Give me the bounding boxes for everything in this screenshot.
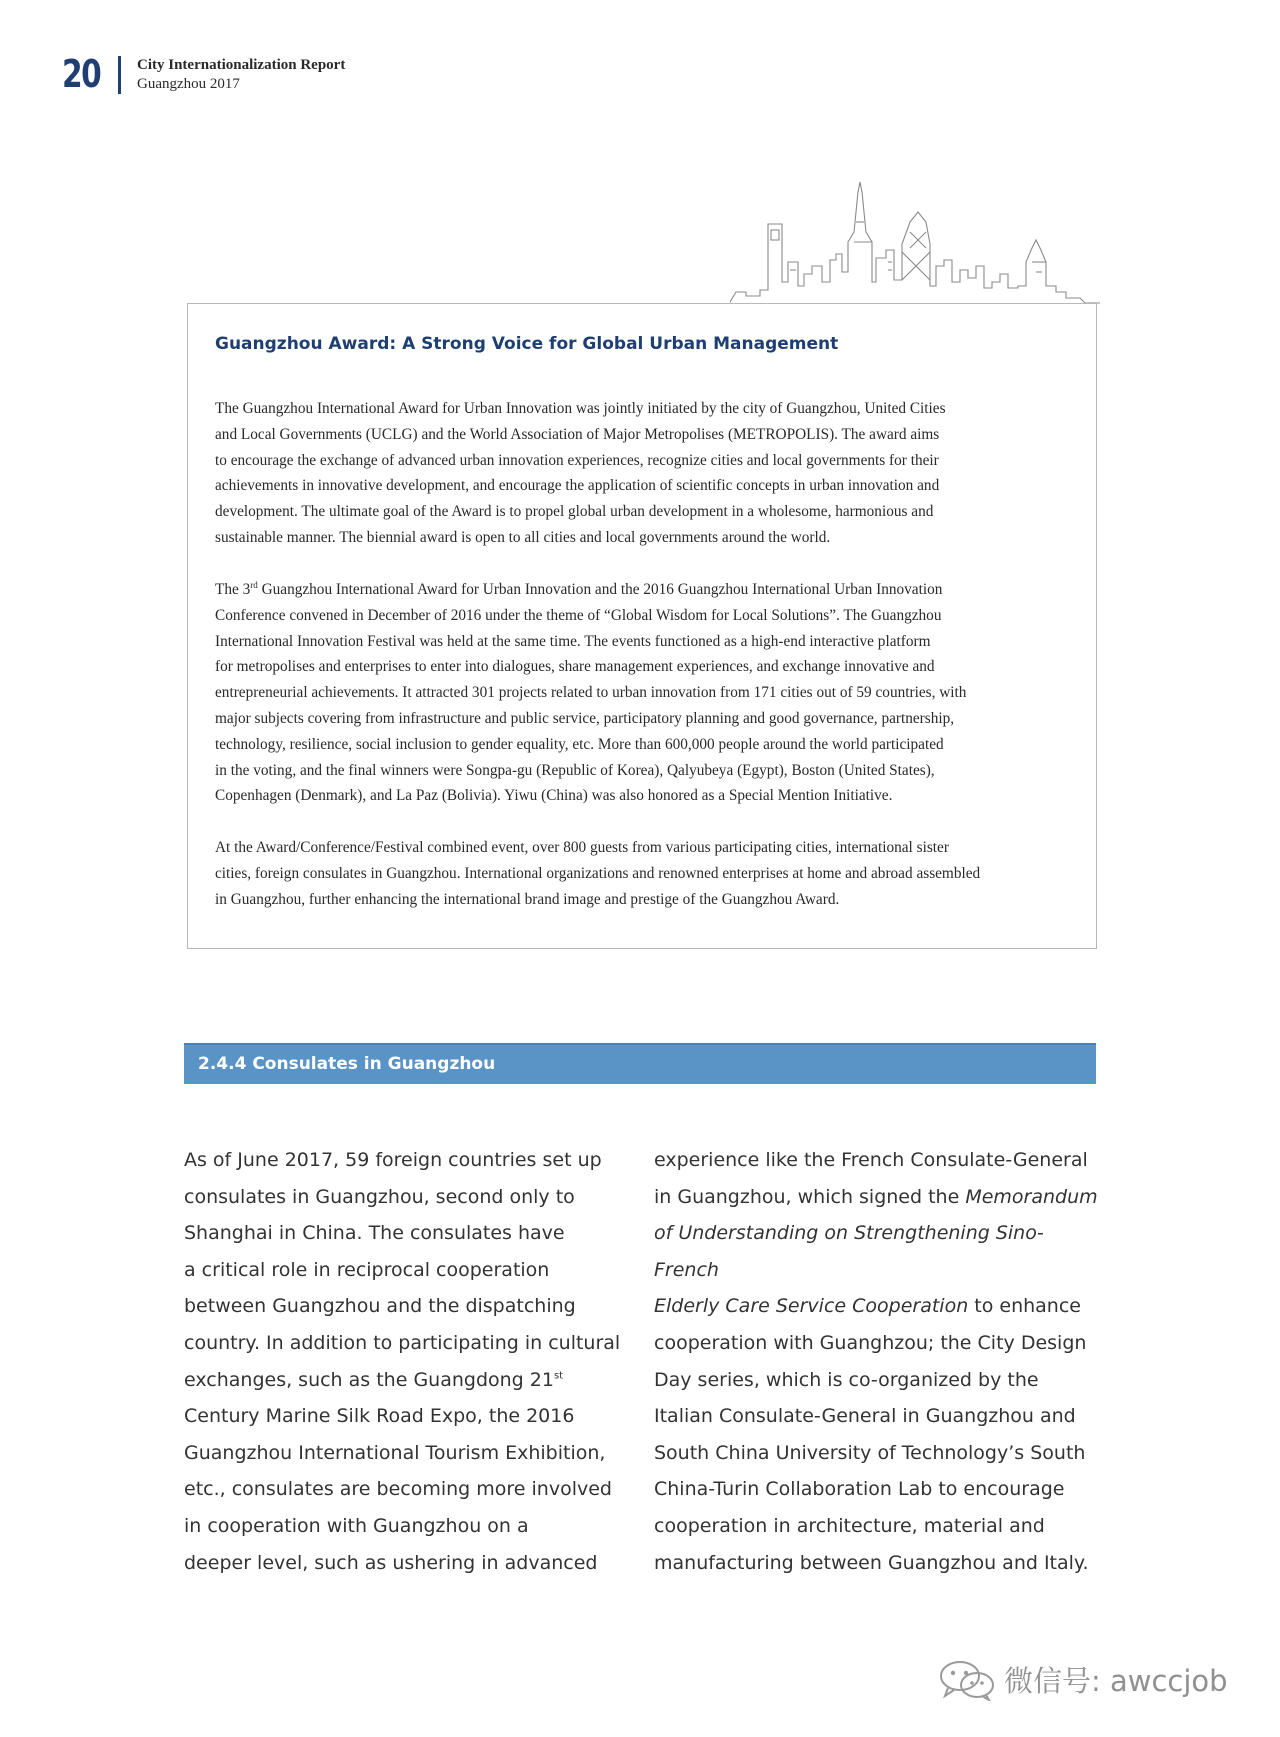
left-column-text: As of June 2017, 59 foreign countries set up consulates in Guangzhou, second only to Shanghai in China. The consulates have a critical role in reciprocal cooperation between Guangzhou and the dispatching country. In addition to participating in cultural exchanges, such as the Guangdong 21 [184,1149,621,1391]
right-column-text: experience like the French Consulate-General in Guangzhou, which signed the [654,1149,1088,1208]
wechat-icon [938,1659,998,1701]
ordinal-suffix: rd [250,579,258,590]
report-title: City Internationalization Report [137,57,346,73]
award-para2-line [215,577,1080,603]
award-para3-line: in Guangzhou, further enhancing the international brand image and prestige of the Guangzhou Award. [215,890,840,908]
award-para1-line: to encourage the exchange of advanced urban innovation experiences, recognize cities and local governments for their [215,451,939,469]
report-subtitle: Guangzhou 2017 [137,76,240,92]
right-column-text-continued: to enhance cooperation with Guanghzou; the City Design Day series, which is co-organized by the Italian Consulate-General in Guangzhou and South China University of Technology’s South China-Turin Collaboration Lab to encourage cooperation in architecture, material and manufacturing between Guangzhou and Italy. [654,1295,1089,1574]
award-para1-line: sustainable manner. The biennial award is open to all cities and local governments around the world. [215,528,831,546]
city-skyline-illustration [730,182,1100,307]
consulates-right-column [654,1142,1104,1581]
award-para2-line: International Innovation Festival was held at the same time. The events functioned as a high-end interactive platform [215,632,931,650]
award-paragraph-2 [215,577,1080,809]
award-para2-prefix: The 3 [215,581,251,598]
award-para2-line: entrepreneurial achievements. It attracted 301 projects related to urban innovation from 171 cities out of 59 countries, with [215,684,967,702]
award-para2-line: Conference convened in December of 2016 under the theme of “Global Wisdom for Local Solutions”. The Guangzhou [215,606,942,624]
award-para2-line: technology, resilience, social inclusion to gender equality, etc. More than 600,000 people around the world participated [215,735,944,753]
award-para1-line: The Guangzhou International Award for Urban Innovation was jointly initiated by the city of Guangzhou, United Cities [215,400,946,417]
award-box-title: Guangzhou Award: A Strong Voice for Global Urban Management [215,334,839,354]
award-paragraph-3 [215,835,1080,912]
header-divider [118,56,121,94]
award-para2-line: Copenhagen (Denmark), and La Paz (Bolivia). Yiwu (China) was also honored as a Special Mention Initiative. [215,787,893,805]
award-para1-line: achievements in innovative development, and encourage the application of scientific concepts in urban innovation and [215,477,940,495]
award-paragraph-1 [215,396,1080,551]
wechat-watermark-text: 微信号: awccjob [1004,1664,1228,1698]
section-title: 2.4.4 Consulates in Guangzhou [198,1054,496,1074]
consulates-left-column [184,1142,624,1581]
memorandum-title: Memorandum of Understanding on Strengthening Sino-French Elderly Care Service Cooperation [654,1185,1098,1318]
award-para2-suffix: Guangzhou International Award for Urban Innovation and the 2016 Guangzhou International Urban Innovation [257,581,943,598]
award-para2-line: for metropolises and enterprises to enter into dialogues, share management experiences, and exchange innovative and [215,658,935,676]
section-heading-bar [184,1043,1096,1084]
left-column-text-continued: Century Marine Silk Road Expo, the 2016 Guangzhou International Tourism Exhibition, etc., consulates are becoming more involved in cooperation with Guangzhou on a deeper level, such as ushering in advanced [184,1405,612,1574]
award-para3-line: cities, foreign consulates in Guangzhou. International organizations and renowned enterprises at home and abroad assembled [215,864,981,882]
page-number: 20 [62,52,101,96]
award-para2-line: in the voting, and the final winners were Songpa-gu (Republic of Korea), Qalyubeya (Egypt), Boston (United States), [215,761,935,779]
award-para2-line: major subjects covering from infrastructure and public service, participatory planning and good governance, partnership, [215,709,955,727]
ordinal-suffix: st [553,1370,564,1382]
award-para1-line: and Local Governments (UCLG) and the World Association of Major Metropolises (METROPOLIS). The award aims [215,425,940,443]
award-para1-line: development. The ultimate goal of the Award is to propel global urban development in a wholesome, harmonious and [215,503,934,521]
award-para3-line: At the Award/Conference/Festival combined event, over 800 guests from various participating cities, international sister [215,839,949,856]
